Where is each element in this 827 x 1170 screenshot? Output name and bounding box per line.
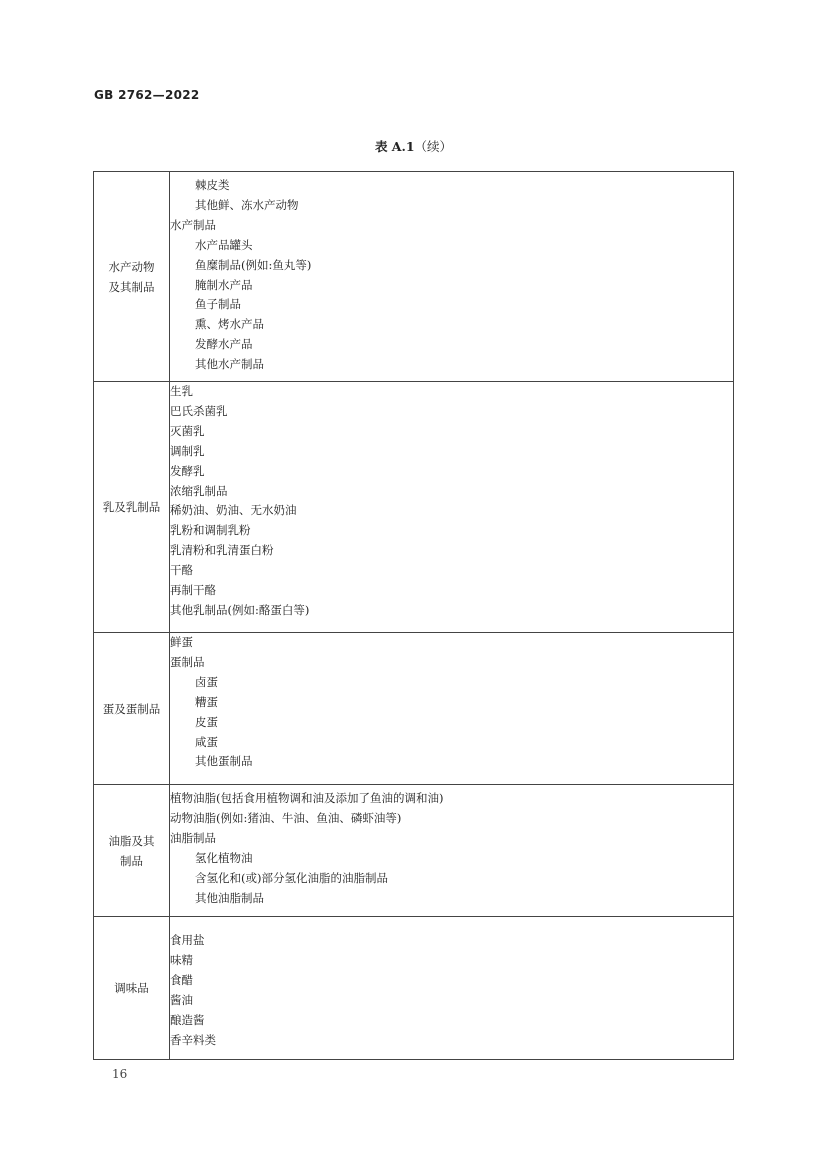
page-number: 16	[112, 1067, 128, 1081]
items-cell	[170, 382, 734, 633]
list-item: 皮蛋	[195, 714, 218, 729]
list-item: 动物油脂(例如:猪油、牛油、鱼油、磷虾油等)	[170, 810, 402, 825]
list-item: 灭菌乳	[170, 423, 205, 438]
list-item: 再制干酪	[170, 583, 216, 598]
list-item: 调制乳	[170, 443, 205, 458]
category-label-line: 制品	[120, 853, 143, 868]
list-item: 鱼糜制品(例如:鱼丸等)	[195, 257, 312, 272]
table-row	[94, 917, 734, 1060]
list-item: 酱油	[170, 992, 193, 1007]
items-cell	[170, 172, 734, 382]
list-item: 卤蛋	[195, 674, 218, 689]
list-item: 腌制水产品	[195, 277, 253, 292]
list-item: 食用盐	[170, 933, 205, 947]
list-item: 含氢化和(或)部分氢化油脂的油脂制品	[195, 870, 388, 885]
category-label-line: 蛋及蛋制品	[102, 701, 161, 716]
category-label-line: 乳及乳制品	[102, 500, 161, 514]
table-caption-label: 表 A.1	[374, 139, 415, 154]
table-row	[94, 382, 734, 633]
food-category-table	[93, 171, 734, 1060]
category-cell	[94, 785, 170, 917]
list-item: 鲜蛋	[170, 635, 193, 649]
list-item: 熏、烤水产品	[195, 317, 264, 332]
list-item: 乳清粉和乳清蛋白粉	[170, 543, 274, 558]
list-item: 发酵乳	[170, 463, 205, 478]
list-item: 巴氏杀菌乳	[170, 403, 228, 418]
table-row	[94, 172, 734, 382]
standard-code: GB 2762—2022	[94, 88, 200, 102]
list-item: 酿造酱	[170, 1012, 205, 1027]
list-item: 植物油脂(包括食用植物调和油及添加了鱼油的调和油)	[170, 791, 444, 805]
list-item: 氢化植物油	[195, 850, 253, 865]
category-cell	[94, 382, 170, 633]
list-item: 咸蛋	[195, 734, 218, 749]
table-caption-suffix: （续）	[414, 139, 453, 154]
category-cell	[94, 917, 170, 1060]
category-label-line: 调味品	[114, 981, 149, 995]
list-item: 其他鲜、冻水产动物	[195, 197, 299, 212]
list-item: 其他水产制品	[195, 357, 264, 372]
list-item: 食醋	[170, 972, 193, 987]
list-item: 浓缩乳制品	[170, 483, 228, 498]
category-label-line: 油脂及其	[108, 833, 155, 848]
category-label-line: 水产动物	[108, 259, 155, 274]
list-item: 鱼子制品	[195, 297, 241, 312]
list-item: 稀奶油、奶油、无水奶油	[170, 503, 297, 518]
list-item: 其他油脂制品	[195, 890, 264, 905]
category-cell	[94, 633, 170, 785]
list-item: 发酵水产品	[195, 337, 253, 352]
list-item: 糟蛋	[195, 694, 218, 709]
list-item: 水产制品	[170, 217, 216, 232]
list-item: 干酪	[170, 563, 193, 578]
category-cell	[94, 172, 170, 382]
list-item: 蛋制品	[170, 654, 205, 669]
list-item: 生乳	[170, 384, 193, 398]
list-item: 其他乳制品(例如:酪蛋白等)	[170, 602, 310, 617]
list-item: 香辛料类	[170, 1032, 216, 1047]
items-cell	[170, 917, 734, 1060]
items-cell	[170, 785, 734, 917]
items-cell	[170, 633, 734, 785]
list-item: 棘皮类	[195, 178, 230, 192]
list-item: 水产品罐头	[195, 237, 253, 252]
table-row	[94, 633, 734, 785]
table-caption	[0, 137, 827, 155]
list-item: 乳粉和调制乳粉	[170, 523, 251, 538]
table-row	[94, 785, 734, 917]
category-label-line: 及其制品	[108, 279, 155, 294]
list-item: 味精	[170, 952, 193, 967]
list-item: 其他蛋制品	[195, 754, 253, 769]
list-item: 油脂制品	[170, 830, 216, 845]
